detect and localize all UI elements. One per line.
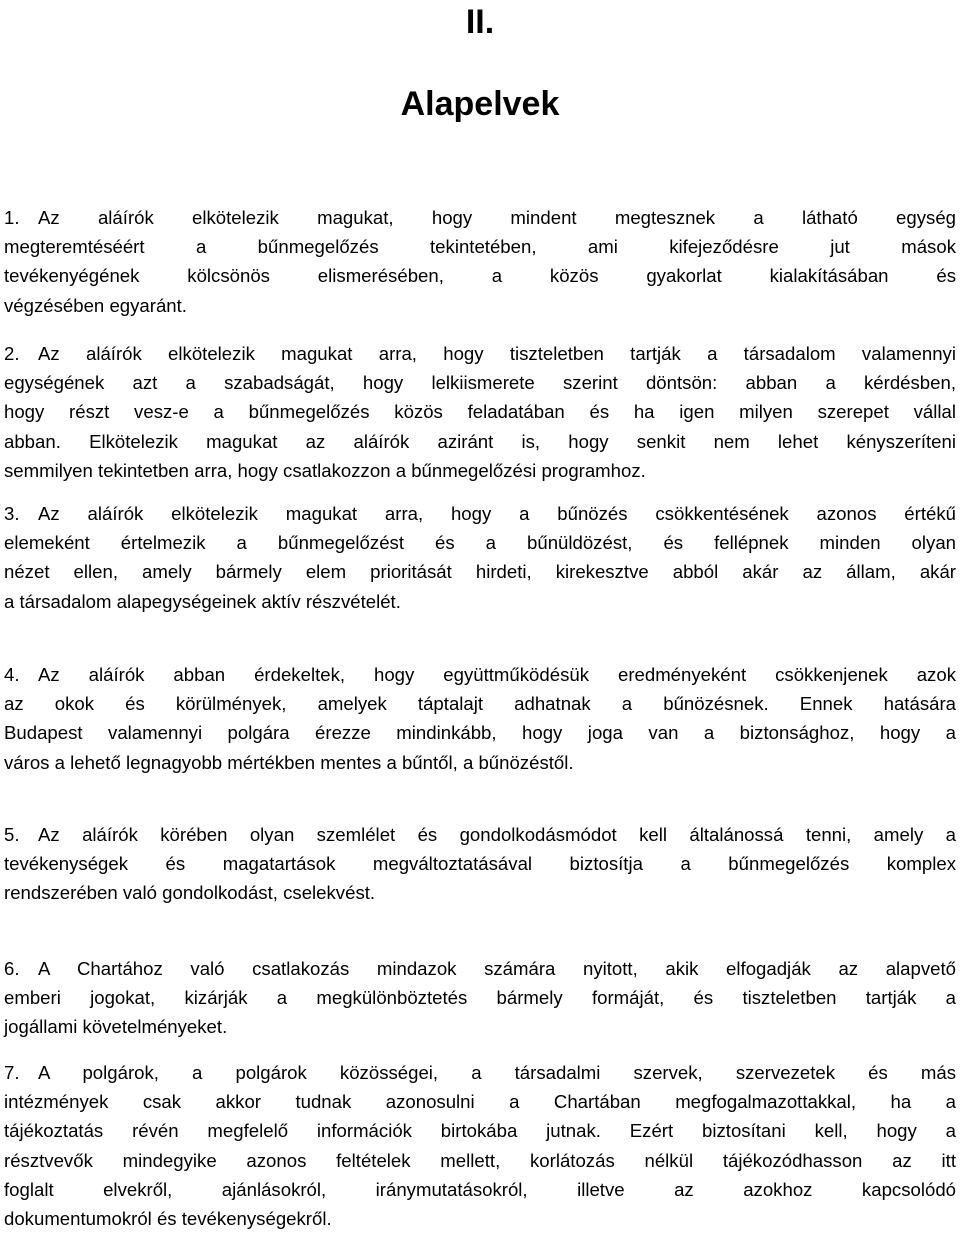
list-item-line: intézmények csak akkor tudnak azonosulni a Chartában megfogalmazottakkal, ha a <box>4 1091 956 1113</box>
list-item-line: Az aláírók elkötelezik magukat arra, hogy a bűnözés csökkentésének azonos értékű <box>38 503 956 524</box>
list-item-line: résztvevők mindegyike azonos feltételek mellett, korlátozás nélkül tájékozódhasson az itt <box>4 1149 956 1171</box>
list-item-3 <box>4 499 956 616</box>
page-title: Alapelvek <box>400 85 560 123</box>
list-item-line: rendszerében való gondolkodást, cselekvést. <box>4 882 376 904</box>
list-item-line: Az aláírók abban érdekeltek, hogy együttműködésük eredményeként csökkenjenek azok <box>38 664 956 685</box>
list-item-number: 4. <box>4 664 20 685</box>
list-item-line: Az aláírók elkötelezik magukat, hogy mindent megtesznek a látható egység <box>38 207 956 228</box>
list-item-line: a társadalom alapegységeinek aktív részvételét. <box>4 590 401 612</box>
list-item-number: 5. <box>4 824 20 845</box>
list-item-line: tevékenységek és magatartások megváltoztatásával biztosítja a bűnmegelőzés komplex <box>4 853 956 875</box>
list-item-line: város a lehető legnagyobb mértékben mentes a bűntől, a bűnözéstől. <box>4 751 574 773</box>
list-item-line: tevékenyégének kölcsönös elismerésében, a közös gyakorlat kialakításában és <box>4 265 956 287</box>
list-item-line: Az aláírók elkötelezik magukat arra, hogy tiszteletben tartják a társadalom valamennyi <box>38 343 956 364</box>
list-item-6 <box>4 954 956 1042</box>
list-item-line: végzésében egyaránt. <box>4 294 187 316</box>
list-item-line: A Chartához való csatlakozás mindazok számára nyitott, akik elfogadják az alapvető <box>38 958 956 979</box>
list-item-line: A polgárok, a polgárok közösségei, a társadalmi szervek, szervezetek és más <box>38 1062 956 1083</box>
list-item-line: Budapest valamennyi polgára érezze mindinkább, hogy joga van a biztonsághoz, hogy a <box>4 722 956 744</box>
list-item-line: megteremtéséért a bűnmegelőzés tekintetében, ami kifejeződésre jut mások <box>4 236 956 258</box>
list-item-line: dokumentumokról és tevékenységekről. <box>4 1208 332 1230</box>
list-item-line: elemeként értelmezik a bűnmegelőzést és a bűnüldözést, és fellépnek minden olyan <box>4 532 956 554</box>
list-item-line: jogállami követelményeket. <box>4 1016 228 1038</box>
chapter-number: II. <box>465 3 495 41</box>
list-item-line: egységének azt a szabadságát, hogy lelkiismerete szerint döntsön: abban a kérdésben, <box>4 372 956 394</box>
list-item-1 <box>4 203 956 320</box>
list-item-4 <box>4 660 956 777</box>
list-item-line: az okok és körülmények, amelyek táptalajt adhatnak a bűnözésnek. Ennek hatására <box>4 693 956 715</box>
list-item-number: 7. <box>4 1062 20 1083</box>
list-item-line: abban. Elkötelezik magukat az aláírók aziránt is, hogy senkit nem lehet kényszeríteni <box>4 430 956 452</box>
list-item-5 <box>4 820 956 908</box>
list-item-line: emberi jogokat, kizárják a megkülönböztetés bármely formáját, és tiszteletben tartják a <box>4 987 956 1009</box>
list-item-number: 6. <box>4 958 20 979</box>
list-item-line: Az aláírók körében olyan szemlélet és gondolkodásmódot kell általánossá tenni, amely a <box>38 824 956 845</box>
list-item-line: nézet ellen, amely bármely elem prioritását hirdeti, kirekesztve abból akár az állam, akár <box>4 561 956 583</box>
list-item-line: semmilyen tekintetben arra, hogy csatlakozzon a bűnmegelőzési programhoz. <box>4 459 646 481</box>
list-item-number: 2. <box>4 343 20 364</box>
list-item-line: foglalt elvekről, ajánlásokról, iránymutatásokról, illetve az azokhoz kapcsolódó <box>4 1178 956 1200</box>
list-item-number: 1. <box>4 207 20 228</box>
list-item-line: hogy részt vesz-e a bűnmegelőzés közös feladatában és ha igen milyen szerepet vállal <box>4 401 956 423</box>
list-item-line: tájékoztatás révén megfelelő információk birtokába jutnak. Ezért biztosítani kell, hogy a <box>4 1120 956 1142</box>
list-item-number: 3. <box>4 503 20 524</box>
list-item-2 <box>4 339 956 485</box>
list-item-7 <box>4 1058 956 1233</box>
